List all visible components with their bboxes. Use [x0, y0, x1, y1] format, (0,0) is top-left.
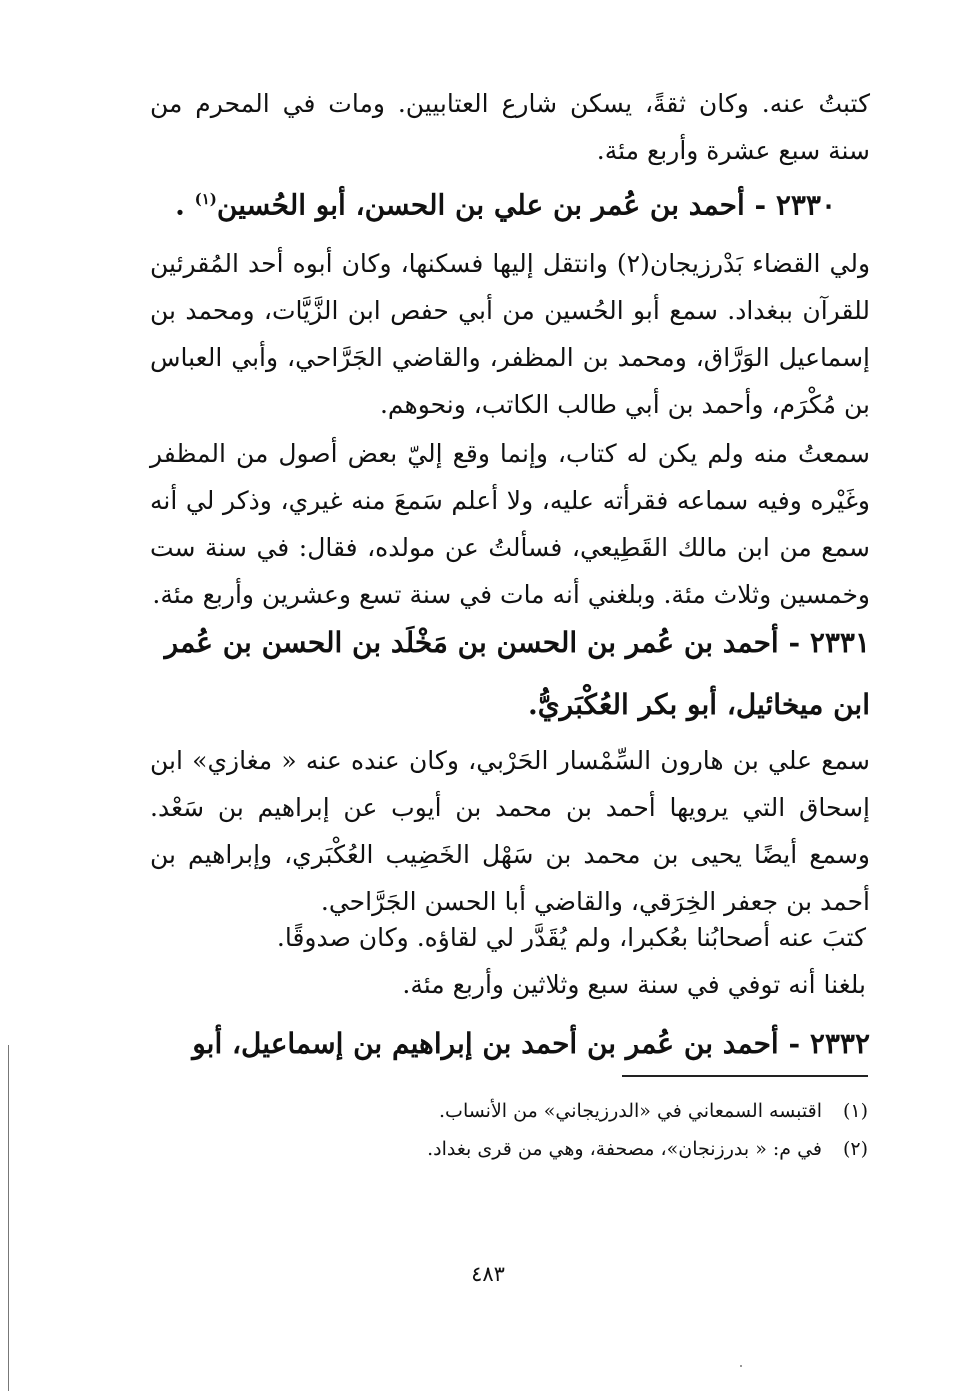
entry-heading-2332: ٢٣٣٢ - أحمد بن عُمر بن أحمد بن إبراهيم بن إسماعيل، أبو — [192, 1027, 870, 1060]
scan-speck — [740, 1365, 742, 1367]
entry-heading-2331: ٢٣٣١ - أحمد بن عُمر بن الحسن بن مَخْلَد بن الحسن بن عُمر ابن ميخائيل، أبو بكر العُكْبَريُّ. — [164, 626, 870, 721]
entry-2331-paragraph-3: بلغنا أنه توفي في سنة سبع وثلاثين وأربع مئة. — [402, 970, 866, 999]
scan-edge-line — [8, 1045, 9, 1391]
entry-2331-paragraph-1: سمع علي بن هارون السِّمْسار الحَرْبي، وكان عنده عنه « مغازي» ابن إسحاق التي يرويها أحمد بن محمد بن أيوب عن إبراهيم بن سَعْد. وسمع أيضًا يحيى بن محمد بن سَهْل الخَضِيب العُكْبَري، وإبراهيم بن أحمد بن جعفر الخِرَقي، والقاضي أبا الحسن الجَرَّاحي. — [150, 746, 870, 916]
entry-heading-end: . — [175, 188, 185, 222]
entry-2330-paragraph-1: ولي القضاء بَدْرزيجان(٢) وانتقل إليها فسكنها، وكان أبوه أحد المُقرئين للقرآن ببغداد. سمع أبو الحُسين من أبي حفص ابن الزَّيَّات، ومحمد بن إسماعيل الوَرَّاق، ومحمد بن المظفر، والقاضي الجَرَّاحي، وأبي العباس بن مُكْرَم، وأحمد بن أبي طالب الكاتب، ونحوهم. — [150, 249, 871, 419]
entry-2331-paragraph-2: كتبَ عنه أصحابُنا بعُكبرا، ولم يُقَدَّر لي لقاؤه. وكان صدوقًا. — [276, 923, 866, 952]
entry-heading-2330 — [130, 168, 836, 236]
footnote-divider — [622, 1075, 868, 1077]
footnote-text: في م: « بدرزنجان»، مصحفة، وهي من قرى بغداد. — [427, 1138, 822, 1160]
footnote-number: (١) — [842, 1100, 868, 1122]
footnote-1 — [268, 1092, 868, 1130]
continued-paragraph: كتبتُ عنه. وكان ثقةً، يسكن شارع العتابيين. ومات في المحرم من سنة سبع عشرة وأربع مئة. — [150, 89, 870, 165]
footnote-text: اقتبسه السمعاني في «الدرزيجاني» من الأنساب. — [439, 1100, 822, 1122]
footnote-number: (٢) — [842, 1138, 868, 1160]
entry-heading-text: ٢٣٣٠ - أحمد بن عُمر بن علي بن الحسن، أبو الحُسين — [216, 188, 836, 222]
page-number: ٤٨٣ — [471, 1262, 505, 1286]
entry-2330-paragraph-2: سمعتُ منه ولم يكن له كتاب، وإنما وقع إليّ بعض أصول من المظفر وغَيْره وفيه سماعه فقرأته عليه، ولا أعلم سَمعَ منه غيري، وذكر لي أنه سمع من ابن مالك القَطِيعي، فسألتُ عن مولده، فقال: في سنة ست وخمسين وثلاث مئة. وبلغني أنه مات في سنة تسع وعشرين وأربع مئة. — [150, 439, 870, 609]
footnotes — [268, 1092, 868, 1168]
footnote-2 — [268, 1130, 868, 1168]
footnote-marker: (١) — [194, 190, 217, 208]
